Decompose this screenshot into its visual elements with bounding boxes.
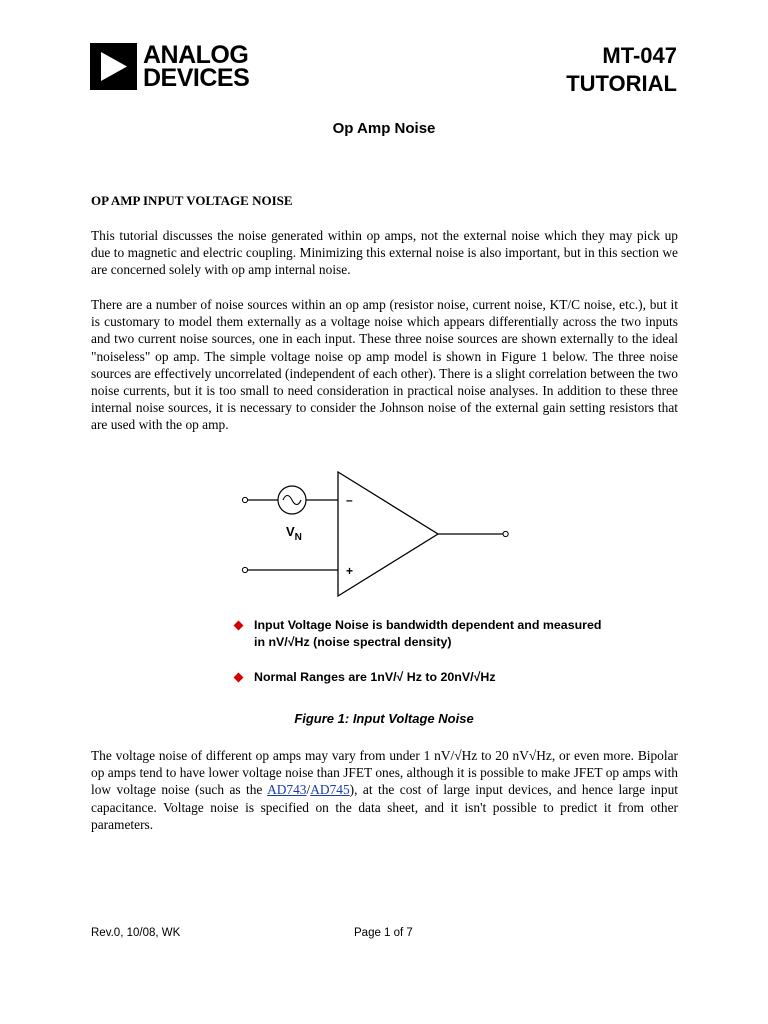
figure-caption: Figure 1: Input Voltage Noise bbox=[294, 711, 474, 726]
output-wire bbox=[438, 531, 508, 536]
bullet-text: Input Voltage Noise is bandwidth dependent and measured in nV/√Hz (noise spectral density) bbox=[254, 618, 602, 649]
vn-label: $V_N$ bbox=[286, 524, 302, 543]
non-inverting-input-wire bbox=[242, 567, 338, 572]
plus-terminal-label: + bbox=[346, 564, 354, 578]
minus-terminal-label: – bbox=[346, 493, 353, 507]
doc-number: MT-047 bbox=[602, 43, 677, 68]
ad743-link[interactable]: AD743 bbox=[267, 782, 307, 798]
analog-devices-logo bbox=[90, 40, 250, 92]
red-diamond-bullet-icon bbox=[234, 621, 244, 631]
brand-line-2: DEVICES bbox=[143, 63, 250, 92]
link-separator: / bbox=[306, 782, 311, 798]
logo-triangle-icon bbox=[90, 43, 137, 90]
paragraph-noise-sources: There are a number of noise sources within an op amp (resistor noise, current noise, KT/C noise, etc.), but it is customary to model them externally as a voltage noise which appears differentially across the two inputs and two current noise sources, one in each input. These three noise sources are shown externally to the ideal "noiseless" op amp. The simple voltage noise op amp model is shown in Figure 1 below. The three noise sources are effectively uncorrelated (independent of each other). There is a slight correlation between the two noise currents, but it is too small to need consideration in practical noise analyses. In addition to these three internal noise sources, it is necessary to consider the Johnson noise of the external gain setting resistors that are used with the op amp. bbox=[91, 297, 678, 433]
brand-line-1: ANALOG bbox=[143, 40, 249, 69]
bullet-item bbox=[232, 669, 612, 686]
document-id bbox=[566, 42, 677, 98]
paragraph-intro: This tutorial discusses the noise generated within op amps, not the external noise which they may pick up due to magnetic and electric coupling. Minimizing this external noise is also important, but in this section we are concerned solely with op amp internal noise. bbox=[91, 228, 678, 278]
section-heading: OP AMP INPUT VOLTAGE NOISE bbox=[91, 193, 293, 208]
footer-page-number: Page 1 of 7 bbox=[354, 927, 413, 939]
ad745-link[interactable]: AD745 bbox=[310, 782, 350, 798]
paragraph-text: The voltage noise of different op amps may vary from under 1 nV/√Hz to 20 nV√Hz, or even more. Bipolar op amps tend to have lower voltage noise than JFET ones, although it is possible to make JFET op amps with low voltage noise (such as the bbox=[91, 748, 678, 798]
doc-type: TUTORIAL bbox=[566, 71, 677, 96]
figure-bullets bbox=[232, 617, 612, 686]
paragraph-voltage-noise bbox=[91, 747, 678, 833]
red-diamond-bullet-icon bbox=[234, 673, 244, 683]
page-title: Op Amp Noise bbox=[332, 120, 436, 137]
bullet-text: Normal Ranges are 1nV/√ Hz to 20nV/√Hz bbox=[254, 670, 496, 684]
logo-wordmark bbox=[143, 40, 250, 92]
paragraph-text: ), at the cost of large input devices, and hence large input capacitance. Voltage noise is specified on the data sheet, and it isn't possible to predict it from other parameters. bbox=[91, 782, 678, 832]
footer-revision: Rev.0, 10/08, WK bbox=[91, 927, 181, 939]
noise-source-icon bbox=[278, 486, 306, 514]
bullet-item bbox=[232, 617, 612, 651]
op-amp-noise-diagram bbox=[230, 470, 520, 610]
